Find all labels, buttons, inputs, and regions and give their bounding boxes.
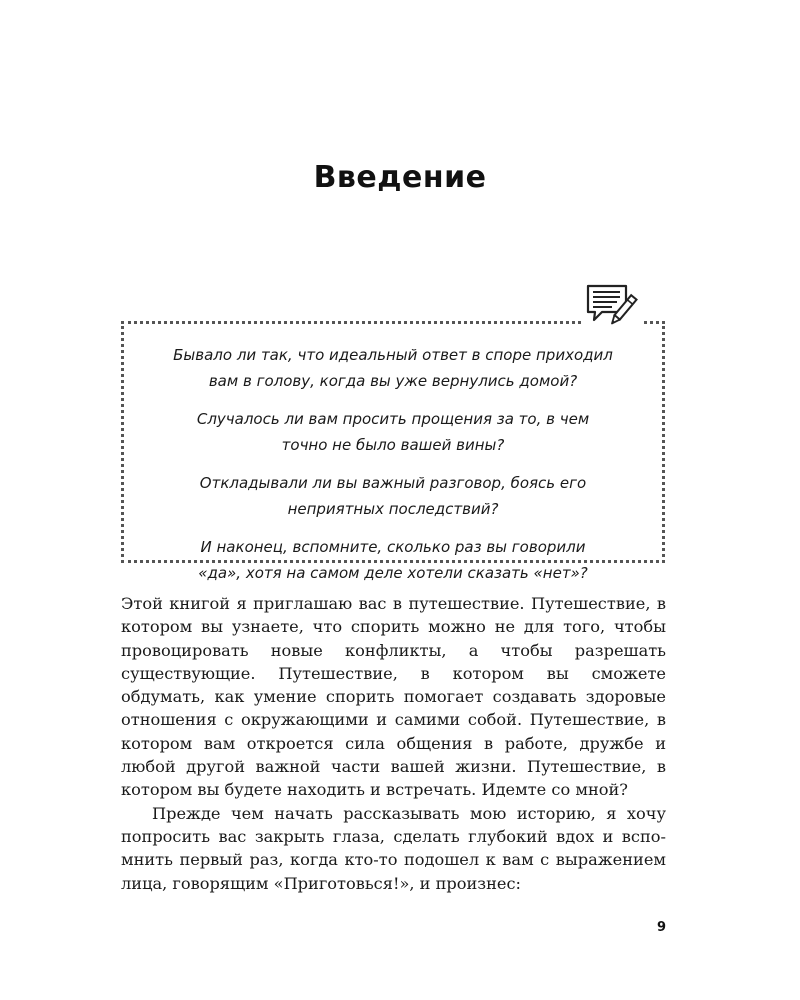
question-1-line-1: Бывало ли так, что идеальный ответ в споре приходил <box>173 346 613 364</box>
page-number: 9 <box>656 920 666 935</box>
chapter-title: Введение <box>313 160 487 195</box>
paragraph-2: Прежде чем начать рассказывать мою историю, я хочу попросить вас закрыть глаза, сделать глубокий вдох и вспомнить первый раз, когда кто-то подошел к вам с выражением лица, говорящим «Приготовься!», и произнес: <box>121 803 666 893</box>
question-3-line-1: Откладывали ли вы важный разговор, боясь его <box>199 474 587 492</box>
question-1 <box>144 342 642 394</box>
question-box <box>121 321 665 582</box>
question-2-line-1: Случалось ли вам просить прощения за то, в чем <box>196 410 590 428</box>
paragraph-1: Этой книгой я приглашаю вас в путешествие. Путешествие, в котором вы узнаете, что спорить можно не для того, чтобы провоцировать новые конфликты, а чтобы разрешать существующие. Путешествие, в котором вы сможете обдумать, как умение спорить помогает создавать здоровые отношения с окружающими и самими собой. Путешествие, в котором вам откроется сила общения в работе, дружбе и любой другой важной части вашей жизни. Путешествие, в котором вы будете находить и встречать. Идемте со мной? <box>121 594 666 800</box>
body-text <box>121 592 666 895</box>
question-1-line-2: вам в голову, когда вы уже вернулись домой? <box>208 372 578 390</box>
question-2 <box>144 406 642 458</box>
question-3-line-2: неприятных последствий? <box>287 500 499 518</box>
question-3 <box>144 470 642 522</box>
note-pencil-icon <box>584 282 644 334</box>
question-4-line-2: «да», хотя на самом деле хотели сказать «нет»? <box>198 564 588 582</box>
question-2-line-2: точно не было вашей вины? <box>281 436 505 454</box>
question-4-line-1: И наконец, вспомните, сколько раз вы говорили <box>200 538 586 556</box>
question-4 <box>144 534 642 586</box>
